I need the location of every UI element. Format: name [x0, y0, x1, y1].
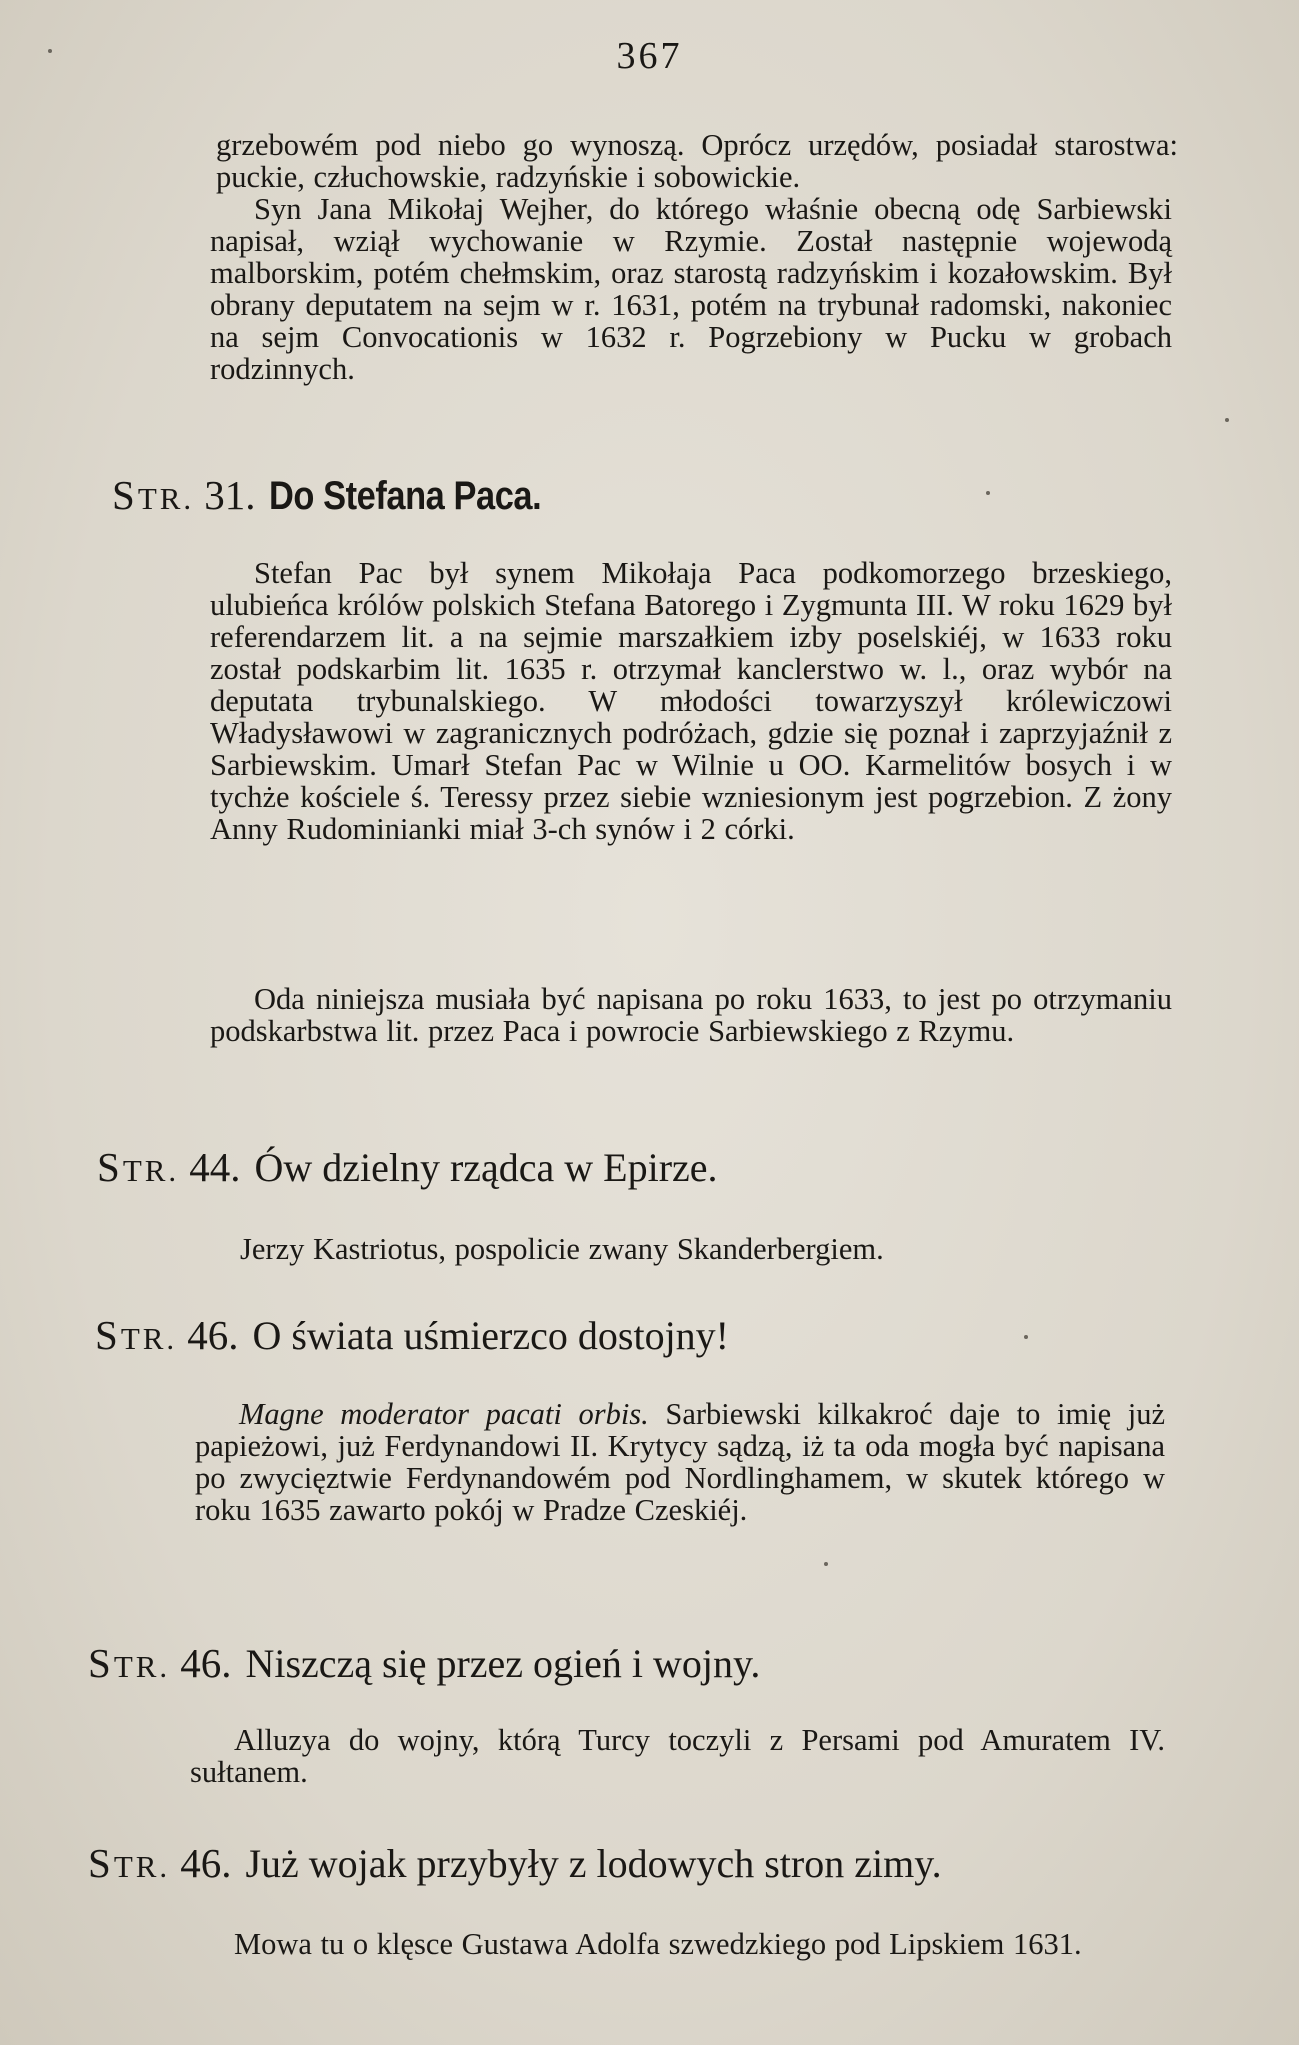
section-title: Niszczą się przez ogień i wojny. [245, 1641, 761, 1686]
section-paragraph: Alluzya do wojny, którą Turcy toczyli z Persami pod Amuratem IV. sułtanem. [190, 1723, 1165, 1789]
paper-speck [48, 49, 52, 53]
intro-paragraph-2: Syn Jana Mikołaj Wejher, do którego właśnie obecną odę Sarbiewski napisał, wziął wychowanie w Rzymie. Został następnie wojewodą malborskim, potém chełmskim, oraz starostą radzyńskim i kozałowskim. Był obrany deputatem na sejm w r. 1631, potém na trybunał radomski, nakoniec na sejm Convocationis w 1632 r. Pogrzebiony w Pucku w grobach rodzinnych. [210, 192, 1172, 386]
paper-speck [1024, 1335, 1028, 1339]
section-number: 46. [187, 1312, 239, 1358]
paper-speck [1225, 418, 1229, 422]
section-paragraph: Jerzy Kastriotus, pospolicie zwany Skanderbergiem. [240, 1232, 884, 1266]
section-paragraph: Oda niniejsza musiała być napisana po roku 1633, to jest po otrzymaniu podskarbstwa lit. przez Paca i powrocie Sarbiewskiego z Rzymu. [210, 982, 1172, 1048]
section-number: 46. [180, 1640, 232, 1686]
section-heading-str-31: STR. 31. Do Stefana Paca. [112, 472, 542, 518]
section-heading-str-46-b: STR. 46. Niszczą się przez ogień i wojny. [88, 1640, 761, 1686]
latin-quote: Magne moderator pacati orbis. [239, 1397, 649, 1431]
intro-paragraph-1: grzebowém pod niebo go wynoszą. Oprócz urzędów, posiadał starostwa: puckie, człuchowskie, radzyńskie i sobowickie. [216, 128, 1178, 194]
paper-speck [824, 1562, 828, 1566]
section-heading-str-46-a: STR. 46. O świata uśmierzco dostojny! [95, 1312, 729, 1358]
section-paragraph: Stefan Pac był synem Mikołaja Paca podkomorzego brzeskiego, ulubieńca królów polskich Stefana Batorego i Zygmunta III. W roku 1629 był referendarzem lit. a na sejmie marszałkiem izby poselskiéj, w 1633 roku został podskarbim lit. 1635 r. otrzymał kanclerstwo w. l., oraz wybór na deputata trybunalskiego. W młodości towarzyszył królewiczowi Władysławowi w zagranicznych podróżach, gdzie się poznał i zaprzyjaźnił z Sarbiewskim. Umarł Stefan Pac w Wilnie u OO. Karmelitów bosych i w tychże kościele ś. Teressy przez siebie wzniesionym jest pogrzebion. Z żony Anny Rudominianki miał 3-ch synów i 2 córki. [210, 556, 1172, 846]
section-title: Już wojak przybyły z lodowych stron zimy. [245, 1841, 942, 1886]
section-title: O świata uśmierzco dostojny! [252, 1313, 729, 1358]
page-number: 367 [616, 35, 683, 77]
section-heading-str-46-c: STR. 46. Już wojak przybyły z lodowych stron zimy. [88, 1840, 942, 1886]
section-paragraph: Magne moderator pacati orbis. Sarbiewski kilkakroć daje to imię już papieżowi, już Ferdynandowi II. Krytycy sądzą, iż ta oda mogła być napisana po zwycięztwie Ferdynandowém pod Nordlinghamem, w skutek którego w roku 1635 zawarto pokój w Pradze Czeskiéj. [195, 1397, 1166, 1527]
section-number: 44. [189, 1144, 241, 1190]
section-heading-str-44: STR. 44. Ów dzielny rządca w Epirze. [97, 1144, 718, 1190]
section-number: 46. [180, 1840, 232, 1886]
section-number: 31. [204, 472, 256, 518]
paper-speck [986, 491, 990, 495]
section-title: Do Stefana Paca. [269, 474, 542, 518]
section-paragraph: Mowa tu o klęsce Gustawa Adolfa szwedzkiego pod Lipskiem 1631. [234, 1927, 1082, 1961]
section-title: Ów dzielny rządca w Epirze. [254, 1145, 718, 1190]
